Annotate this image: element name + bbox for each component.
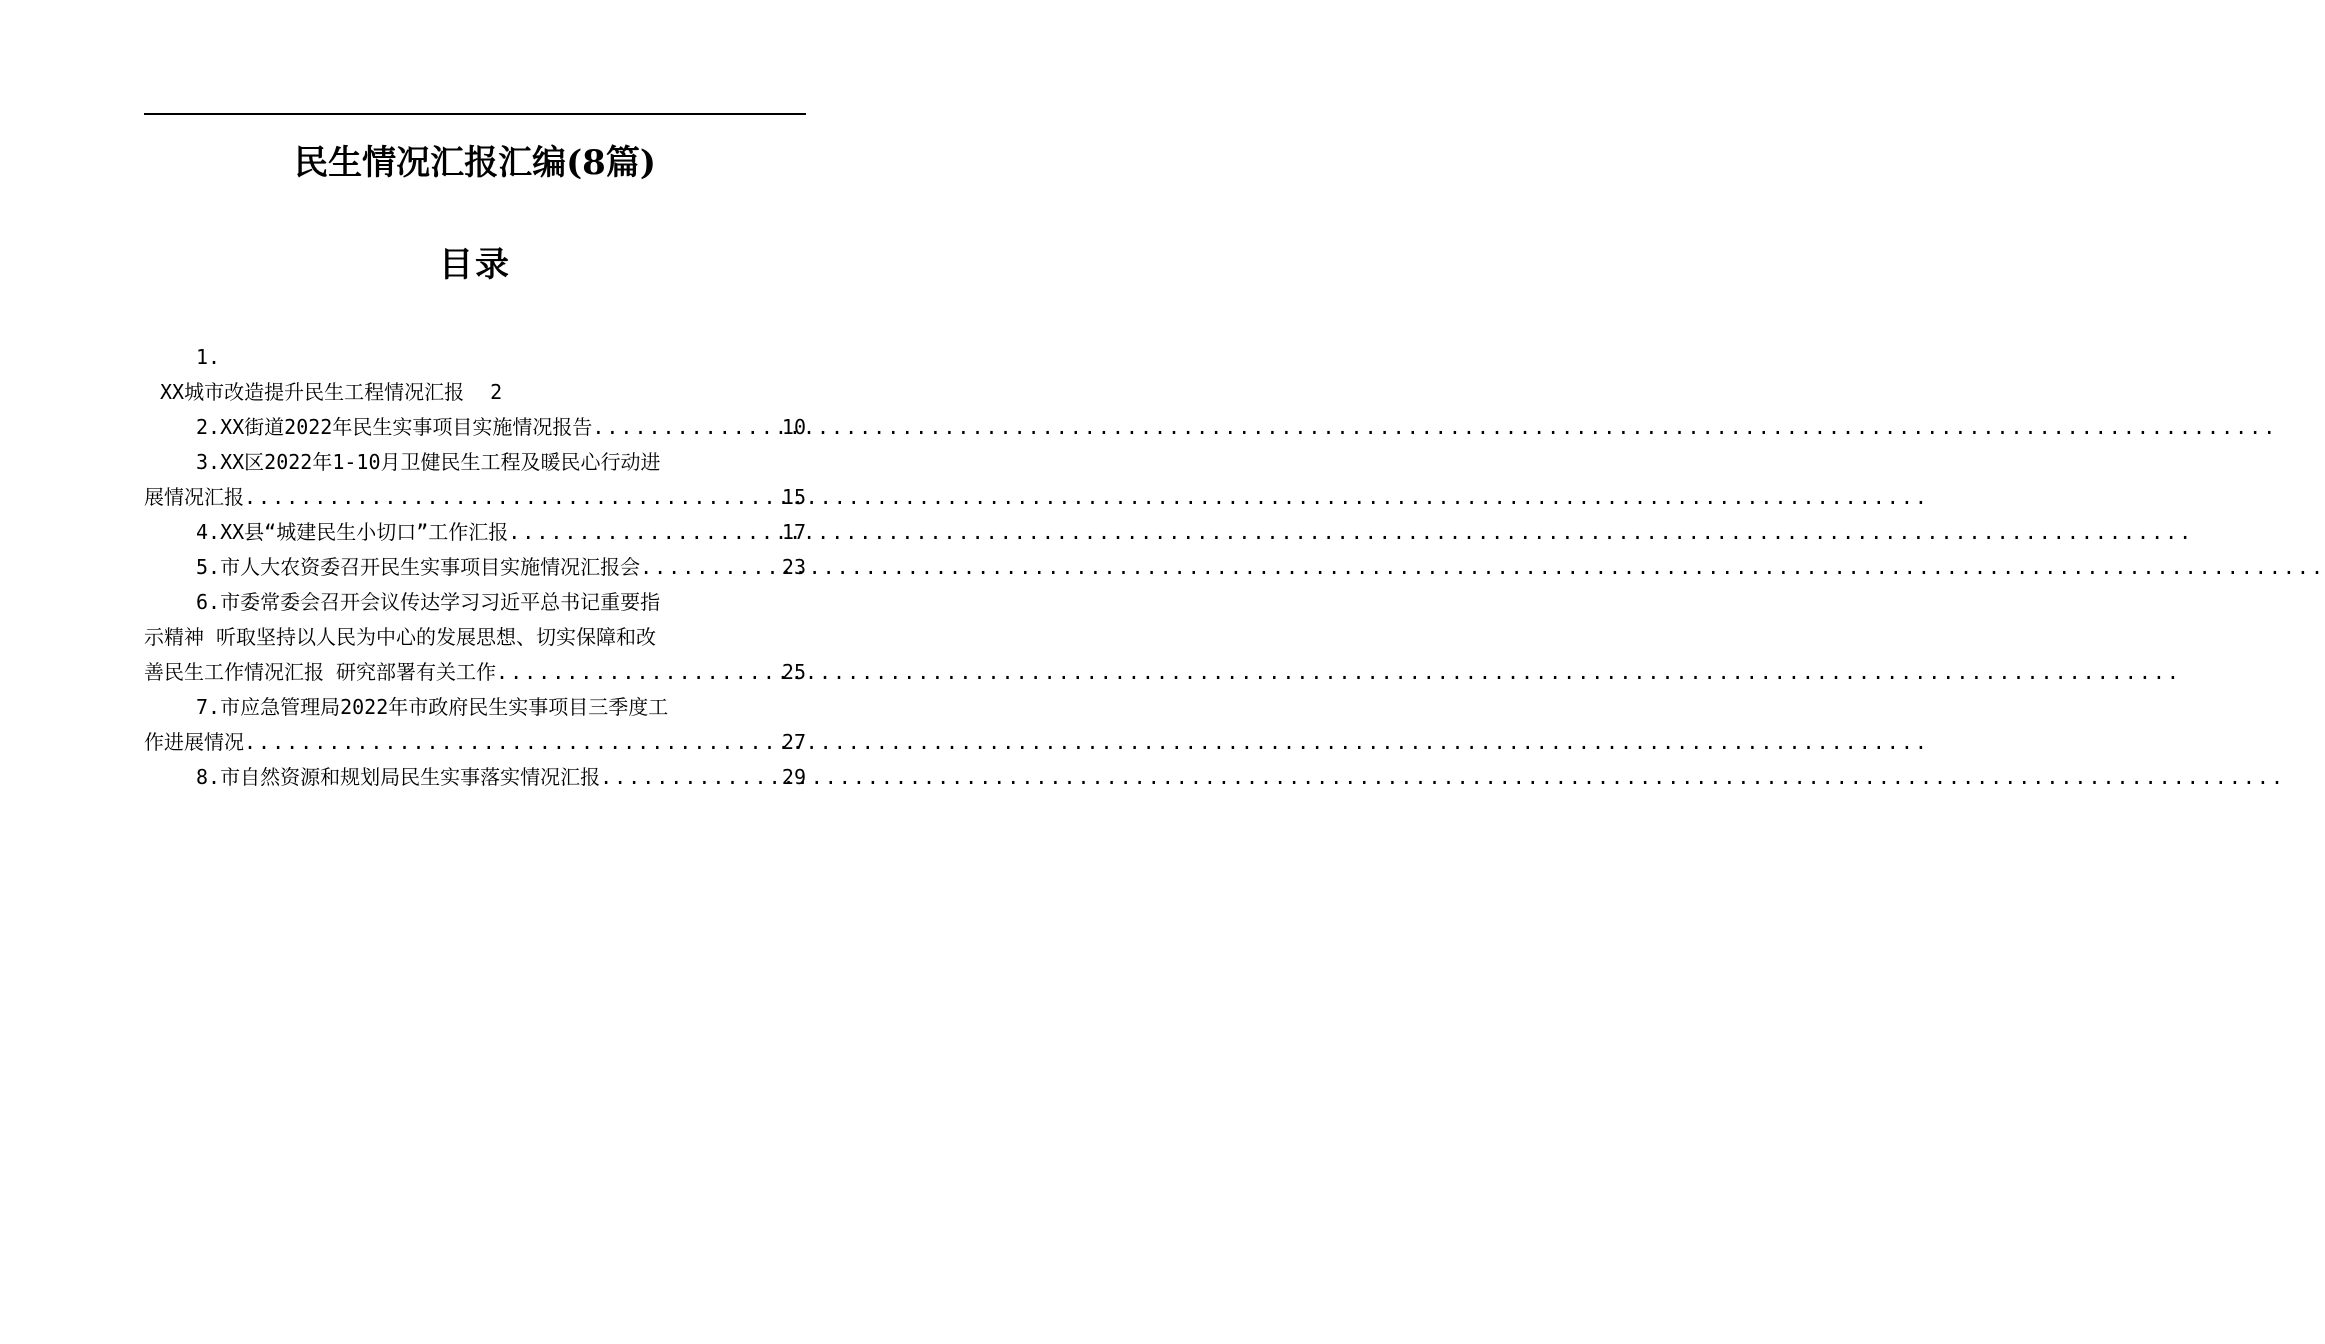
toc-entry-title-continued[interactable]: 善民生工作情况汇报 研究部署有关工作 bbox=[144, 660, 497, 684]
dot-leader bbox=[496, 655, 780, 690]
toc-entry-page[interactable]: 25 bbox=[781, 660, 806, 684]
toc-entry-page[interactable]: 15 bbox=[781, 485, 806, 509]
toc-entry-title[interactable]: 市委常委会召开会议传达学习习近平总书记重要指 bbox=[220, 590, 661, 614]
toc-entry-number: 4. bbox=[196, 520, 221, 544]
toc-entry-6-line-2[interactable] bbox=[144, 620, 806, 655]
toc-entry-6-line-3[interactable] bbox=[144, 655, 806, 690]
toc-entry-title[interactable]: XX街道2022年民生实事项目实施情况报告 bbox=[220, 415, 593, 439]
toc-entry-6-line-1[interactable] bbox=[144, 585, 806, 620]
table-of-contents bbox=[144, 340, 806, 795]
toc-entry-1-number-line bbox=[144, 340, 806, 375]
toc-entry-title[interactable]: XX县“城建民生小切口”工作汇报 bbox=[220, 520, 509, 544]
toc-entry-3-line-2[interactable] bbox=[144, 480, 806, 515]
toc-entry-2[interactable] bbox=[144, 410, 806, 445]
toc-entry-number: 7. bbox=[196, 695, 221, 719]
toc-entry-title[interactable]: XX城市改造提升民生工程情况汇报 bbox=[160, 380, 465, 404]
toc-entry-page[interactable]: 29 bbox=[781, 765, 806, 789]
toc-entry-7-line-2[interactable] bbox=[144, 725, 806, 760]
toc-entry-title[interactable]: 市人大农资委召开民生实事项目实施情况汇报会 bbox=[220, 555, 641, 579]
toc-entry-number[interactable]: 1. bbox=[196, 345, 221, 369]
toc-entry-number: 5. bbox=[196, 555, 221, 579]
header-rule bbox=[144, 113, 806, 115]
toc-heading: 目录 bbox=[439, 245, 511, 285]
dot-leader bbox=[508, 515, 780, 550]
toc-entry-page[interactable]: 27 bbox=[781, 730, 806, 754]
toc-entry-page[interactable]: 23 bbox=[781, 555, 806, 579]
toc-entry-4[interactable] bbox=[144, 515, 806, 550]
toc-entry-1[interactable] bbox=[144, 375, 806, 410]
toc-entry-title[interactable]: 市自然资源和规划局民生实事落实情况汇报 bbox=[220, 765, 601, 789]
toc-entry-title[interactable]: 市应急管理局2022年市政府民生实事项目三季度工 bbox=[220, 695, 669, 719]
toc-entry-number: 8. bbox=[196, 765, 221, 789]
toc-entry-title[interactable]: XX区2022年1-10月卫健民生工程及暖民心行动进 bbox=[220, 450, 661, 474]
toc-entry-5[interactable] bbox=[144, 550, 806, 585]
toc-entry-page[interactable]: 17 bbox=[781, 520, 806, 544]
toc-entry-3-line-1[interactable] bbox=[144, 445, 806, 480]
document-title: 民生情况汇报汇编(8篇) bbox=[294, 143, 656, 183]
toc-entry-title-continued[interactable]: 展情况汇报 bbox=[144, 485, 244, 509]
toc-entry-page[interactable]: 10 bbox=[781, 415, 806, 439]
toc-entry-number: 3. bbox=[196, 450, 221, 474]
dot-leader bbox=[244, 480, 780, 515]
dot-leader bbox=[244, 725, 780, 760]
dot-leader bbox=[600, 760, 780, 795]
toc-entry-title-continued[interactable]: 示精神 听取坚持以人民为中心的发展思想、切实保障和改 bbox=[144, 625, 657, 649]
toc-entry-8[interactable] bbox=[144, 760, 806, 795]
toc-entry-number: 6. bbox=[196, 590, 221, 614]
toc-entry-page[interactable]: 2 bbox=[490, 380, 503, 404]
toc-entry-number: 2. bbox=[196, 415, 221, 439]
toc-entry-7-line-1[interactable] bbox=[144, 690, 806, 725]
dot-leader bbox=[592, 410, 780, 445]
dot-leader bbox=[640, 550, 780, 585]
toc-entry-title-continued[interactable]: 作进展情况 bbox=[144, 730, 244, 754]
